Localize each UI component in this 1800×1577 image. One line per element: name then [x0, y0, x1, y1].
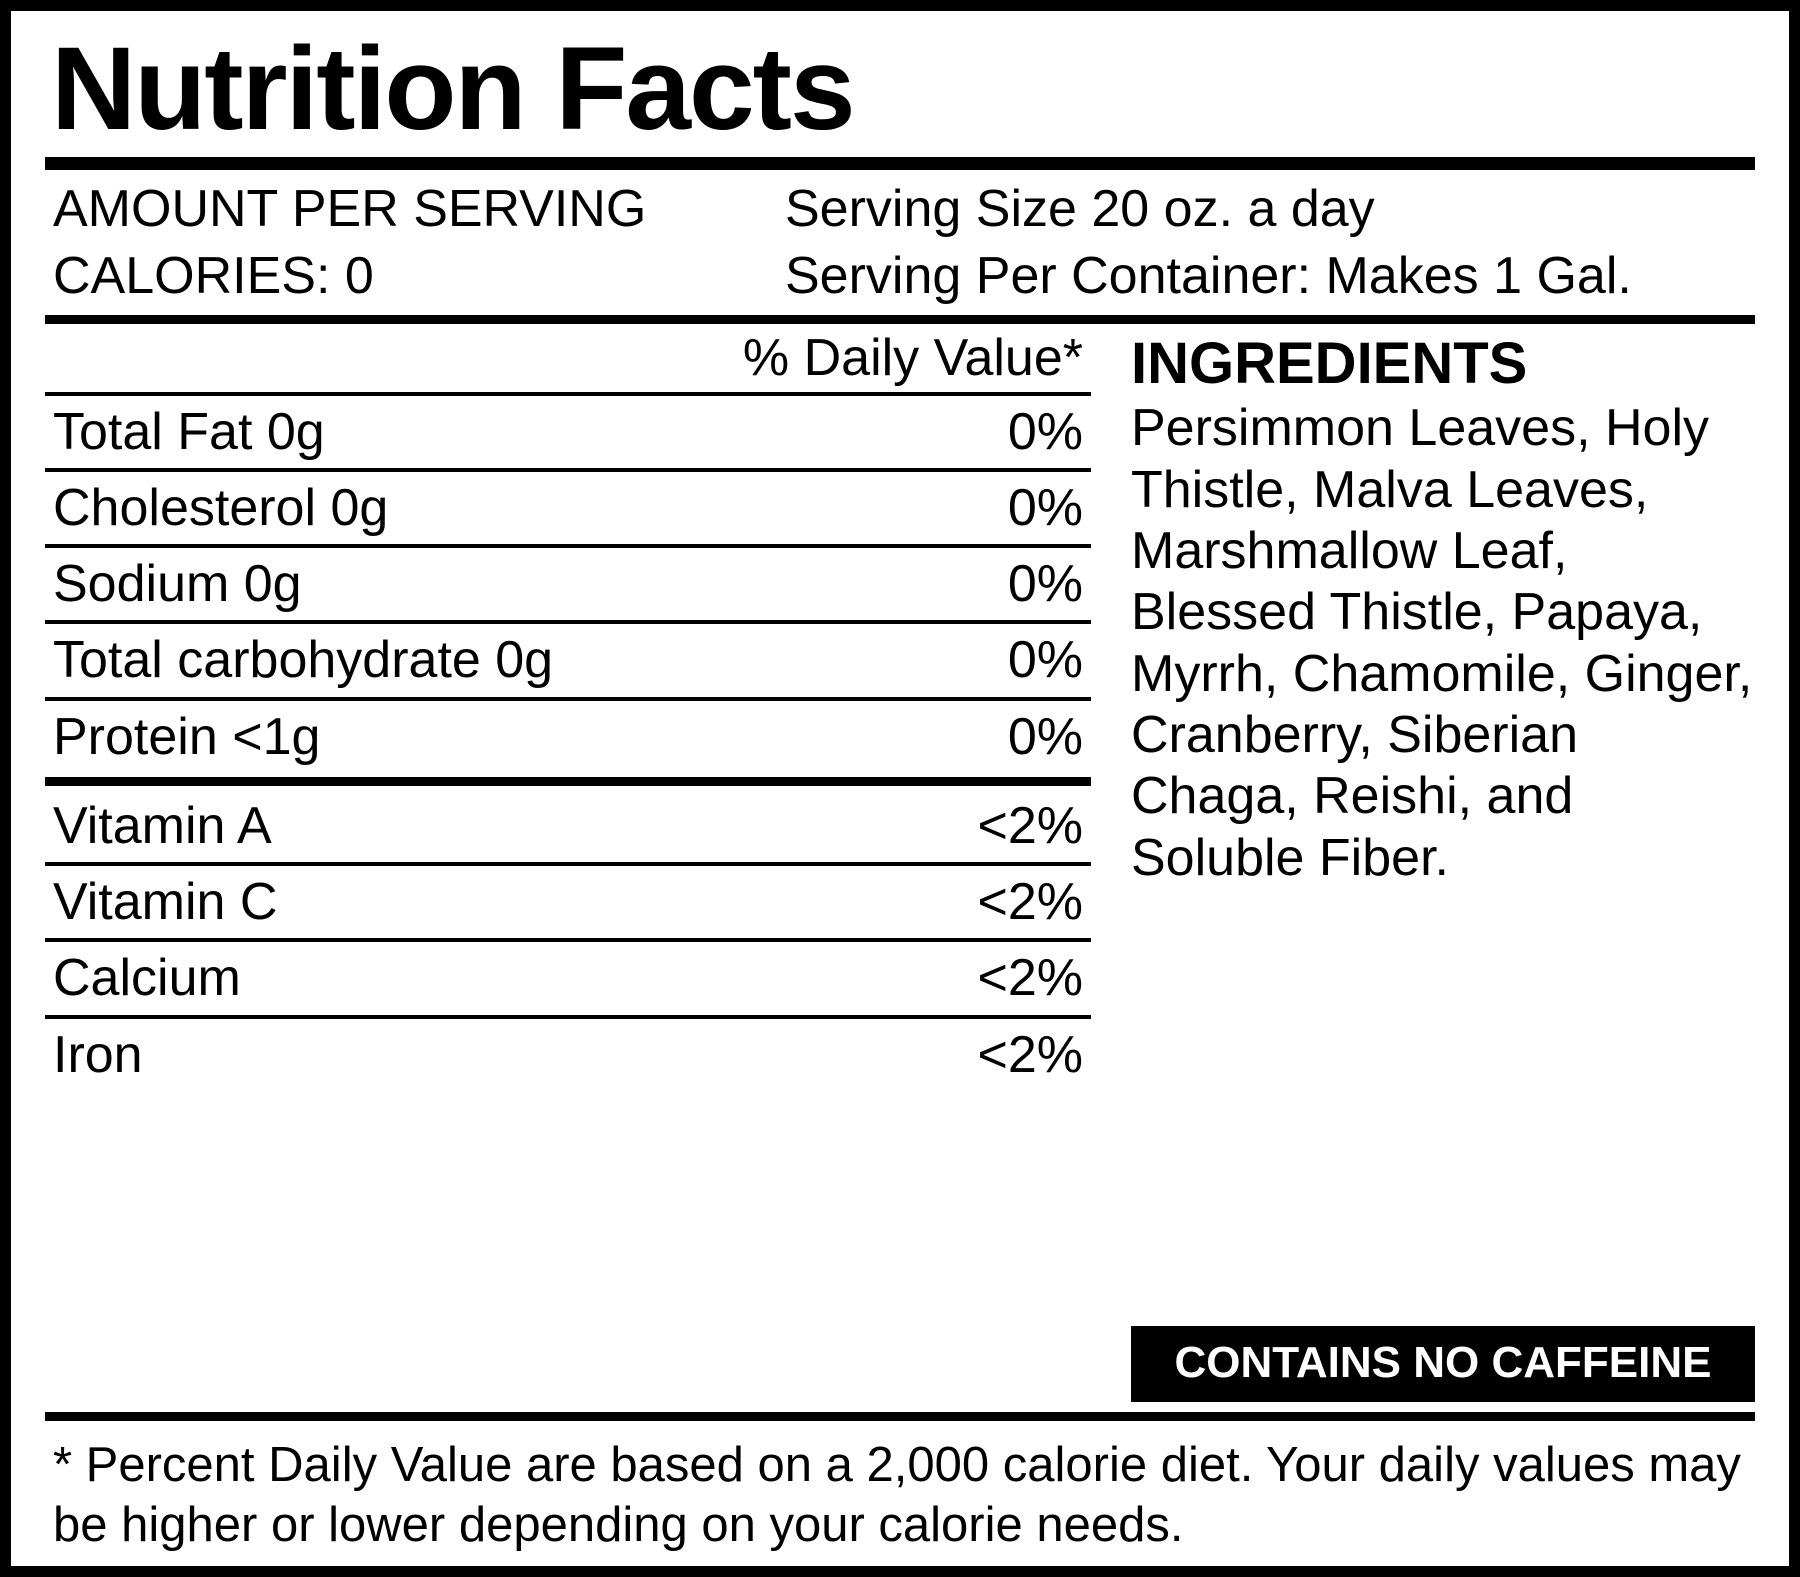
label-content [11, 11, 1789, 1566]
table-row [45, 1019, 1091, 1091]
servings-per-container-value: Serving Per Container: Makes 1 Gal. [785, 246, 1632, 305]
ingredients-column [1105, 328, 1755, 1407]
divider-before-vitamins [45, 777, 1091, 786]
vitamin-dv: <2% [977, 796, 1083, 855]
nutrients-column [45, 328, 1105, 1407]
vitamin-name: Vitamin C [53, 873, 278, 932]
divider-below-serving [45, 315, 1755, 324]
vitamin-name: Calcium [53, 949, 241, 1008]
caffeine-banner: CONTAINS NO CAFFEINE [1131, 1326, 1755, 1402]
amount-per-serving-label: AMOUNT PER SERVING [53, 180, 647, 239]
divider-above-footnote [45, 1412, 1755, 1421]
table-row [45, 624, 1091, 696]
serving-row-calories [45, 243, 1755, 310]
table-row [45, 548, 1091, 620]
nutrient-name: Sodium 0g [53, 555, 302, 614]
vitamin-name: Vitamin A [53, 796, 272, 855]
nutrient-name: Total carbohydrate 0g [53, 631, 554, 690]
divider-thick-top [45, 157, 1755, 170]
nutrient-dv: 0% [1007, 478, 1083, 537]
nutrient-dv: 0% [1007, 555, 1083, 614]
vitamin-dv: <2% [977, 949, 1083, 1008]
table-row [45, 472, 1091, 544]
table-row [45, 790, 1091, 862]
nutrient-dv: 0% [1007, 707, 1083, 766]
nutrient-dv: 0% [1007, 402, 1083, 461]
main-columns [45, 328, 1755, 1407]
ingredients-text: Persimmon Leaves, Holy Thistle, Malva Leaves, Marshmallow Leaf, Blessed Thistle, Papaya, Myrrh, Chamomile, Ginger, Cranberry, Siberian Chaga, Reishi, and Soluble Fiber. [1131, 399, 1753, 887]
serving-row-amount [45, 176, 1755, 243]
vitamin-name: Iron [53, 1025, 143, 1084]
table-row [45, 701, 1091, 773]
nutrient-name: Protein <1g [53, 707, 321, 766]
table-row [45, 866, 1091, 938]
serving-info [45, 176, 1755, 309]
table-row [45, 396, 1091, 468]
nutrient-name: Cholesterol 0g [53, 478, 389, 537]
calories-label: CALORIES: 0 [53, 246, 374, 305]
nutrient-dv: 0% [1007, 631, 1083, 690]
ingredients-heading: INGREDIENTS [1131, 331, 1528, 397]
daily-value-footnote: * Percent Daily Value are based on a 2,000 calorie diet. Your daily values may be higher or lower depending on your calorie needs. [53, 1437, 1741, 1553]
daily-value-header: % Daily Value* [742, 329, 1083, 388]
vitamin-dv: <2% [977, 873, 1083, 932]
serving-size-value: Serving Size 20 oz. a day [785, 180, 1375, 239]
table-row [45, 942, 1091, 1014]
page-title: Nutrition Facts [51, 23, 854, 155]
vitamin-dv: <2% [977, 1025, 1083, 1084]
nutrient-name: Total Fat 0g [53, 402, 325, 461]
